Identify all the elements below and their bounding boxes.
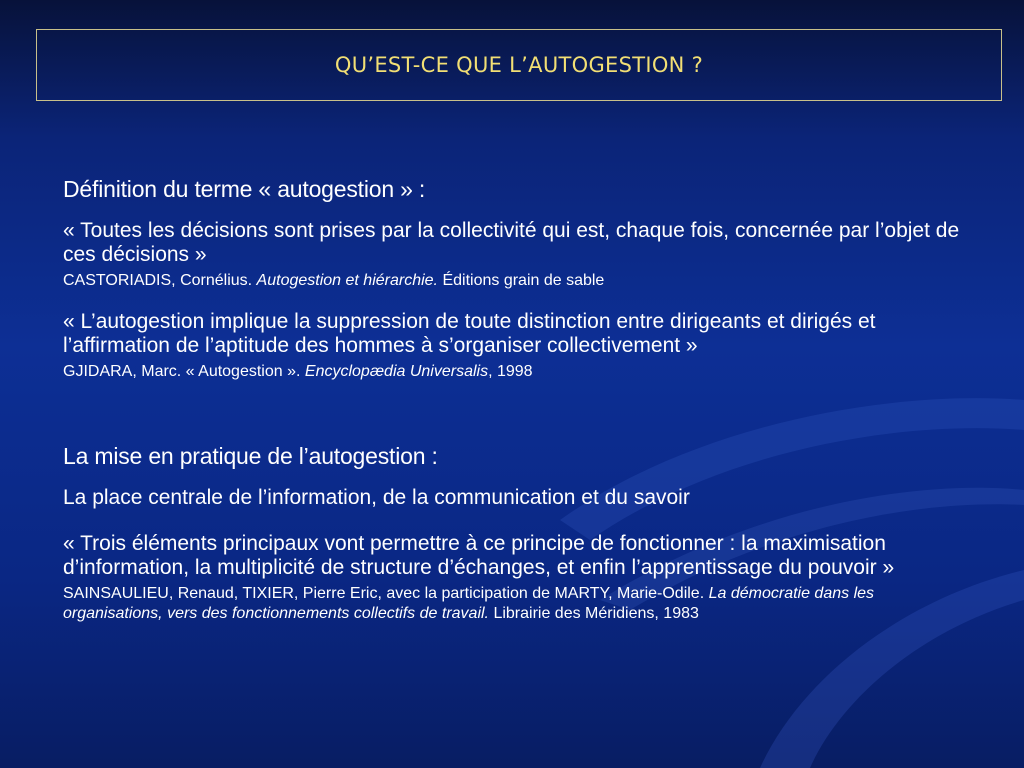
slide-content — [63, 176, 963, 643]
reference-author: GJIDARA, Marc. « Autogestion ». — [63, 363, 305, 380]
section-spacer — [63, 401, 963, 443]
reference-sainsaulieu — [63, 584, 963, 624]
quote-castoriadis: « Toutes les décisions sont prises par la collectivité qui est, chaque fois, concernée par l’objet de ces décisions » — [63, 219, 960, 266]
reference-castoriadis — [63, 271, 963, 291]
quote-gjidara: « L’autogestion implique la suppression de toute distinction entre dirigeants et dirigés et l’affirmation de l’aptitude des hommes à s’organiser collectivement » — [63, 310, 876, 357]
reference-work: Autogestion et hiérarchie. — [256, 272, 438, 289]
reference-work: Encyclopædia Universalis — [304, 363, 489, 380]
section-heading-practice: La mise en pratique de l’autogestion : — [63, 443, 438, 469]
title-frame — [36, 29, 1002, 101]
reference-publisher: , 1998 — [488, 363, 533, 380]
reference-gjidara — [63, 362, 963, 382]
reference-publisher: Éditions grain de sable — [438, 272, 605, 289]
section-heading-definition: Définition du terme « autogestion » : — [63, 176, 426, 202]
reference-author: SAINSAULIEU, Renaud, TIXIER, Pierre Eric, avec la participation de MARTY, Marie-Odile. — [63, 585, 709, 602]
reference-publisher: Librairie des Méridiens, 1983 — [489, 605, 699, 622]
quote-sainsaulieu: « Trois éléments principaux vont permettre à ce principe de fonctionner : la maximisation d’information, la multiplicité de structure d’échanges, et enfin l’apprentissage du pouvoir » — [63, 532, 895, 579]
reference-author: CASTORIADIS, Cornélius. — [63, 272, 257, 289]
practice-statement: La place centrale de l’information, de la communication et du savoir — [63, 486, 690, 509]
reference-work: La démocratie dans les organisations, vers des fonctionnements collectifs de travail. — [63, 585, 875, 622]
slide-title: QU’EST-CE QUE L’AUTOGESTION ? — [334, 53, 704, 77]
